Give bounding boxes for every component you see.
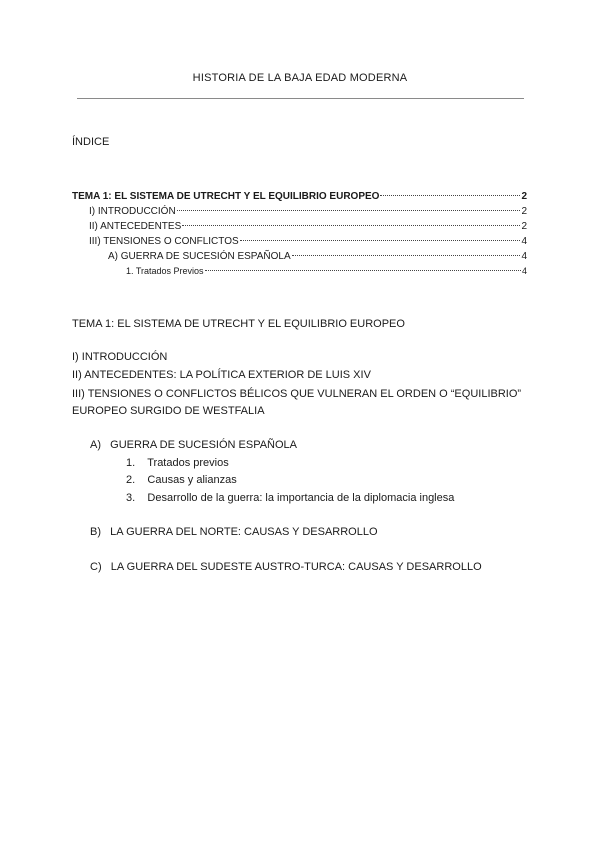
toc-leader-dots [205,270,521,271]
numbered-label: Tratados previos [147,457,229,469]
subsection-marker: B) [90,526,101,538]
toc-entry-label: A) GUERRA DE SUCESIÓN ESPAÑOLA [108,251,291,262]
numbered-label: Causas y alianzas [147,474,237,486]
subsection-item [90,526,378,538]
header-divider [77,98,524,99]
toc-entry-page: 4 [521,251,527,262]
toc-leader-dots [240,240,521,241]
section-heading-continued: EUROPEO SURGIDO DE WESTFALIA [72,405,265,417]
toc-entry-tensiones[interactable] [72,234,527,249]
subsection-item [90,439,297,451]
page-header-title: HISTORIA DE LA BAJA EDAD MODERNA [192,72,408,84]
toc-entry-label: II) ANTECEDENTES [89,221,182,232]
numbered-item [126,457,229,469]
toc-entry-guerra-sucesion[interactable] [72,249,527,264]
toc-entry-tratados-previos[interactable] [72,264,527,279]
tema-heading: TEMA 1: EL SISTEMA DE UTRECHT Y EL EQUILIBRIO EUROPEO [72,318,405,330]
numbered-item [126,474,237,486]
toc-entry-label: TEMA 1: EL SISTEMA DE UTRECHT Y EL EQUILIBRIO EUROPEO [72,191,380,202]
subsection-label: LA GUERRA DEL SUDESTE AUSTRO-TURCA: CAUSAS Y DESARROLLO [110,561,482,573]
toc-entry-tema-1[interactable] [72,189,527,204]
toc-entry-label: 1. Tratados Previos [126,266,204,276]
toc-entry-label: I) INTRODUCCIÓN [89,206,176,217]
numbered-marker: 2. [126,474,136,486]
numbered-label: Desarrollo de la guerra: la importancia de la diplomacia inglesa [147,492,455,504]
numbered-item [126,492,454,504]
toc-leader-dots [380,195,520,196]
toc-entry-page: 2 [521,191,527,202]
toc-entry-introduccion[interactable] [72,204,527,219]
subsection-label: GUERRA DE SUCESIÓN ESPAÑOLA [110,439,298,451]
toc-entry-page: 4 [521,236,527,247]
toc-entry-label: III) TENSIONES O CONFLICTOS [89,236,239,247]
toc-entry-antecedentes[interactable] [72,219,527,234]
toc-entry-page: 4 [521,266,527,276]
toc-leader-dots [177,210,521,211]
section-heading: I) INTRODUCCIÓN [72,351,168,363]
section-heading: III) TENSIONES O CONFLICTOS BÉLICOS QUE VULNERAN EL ORDEN O “EQUILIBRIO” [72,388,522,400]
subsection-marker: A) [90,439,101,451]
toc-entry-page: 2 [521,206,527,217]
subsection-label: LA GUERRA DEL NORTE: CAUSAS Y DESARROLLO [110,526,378,538]
subsection-marker: C) [90,561,102,573]
toc-leader-dots [182,225,520,226]
section-heading: II) ANTECEDENTES: LA POLÍTICA EXTERIOR DE LUIS XIV [72,369,371,381]
index-title: ÍNDICE [72,136,110,148]
toc-entry-page: 2 [521,221,527,232]
subsection-item [90,561,482,573]
numbered-marker: 3. [126,492,136,504]
table-of-contents [72,189,527,279]
numbered-marker: 1. [126,457,136,469]
toc-leader-dots [292,255,521,256]
